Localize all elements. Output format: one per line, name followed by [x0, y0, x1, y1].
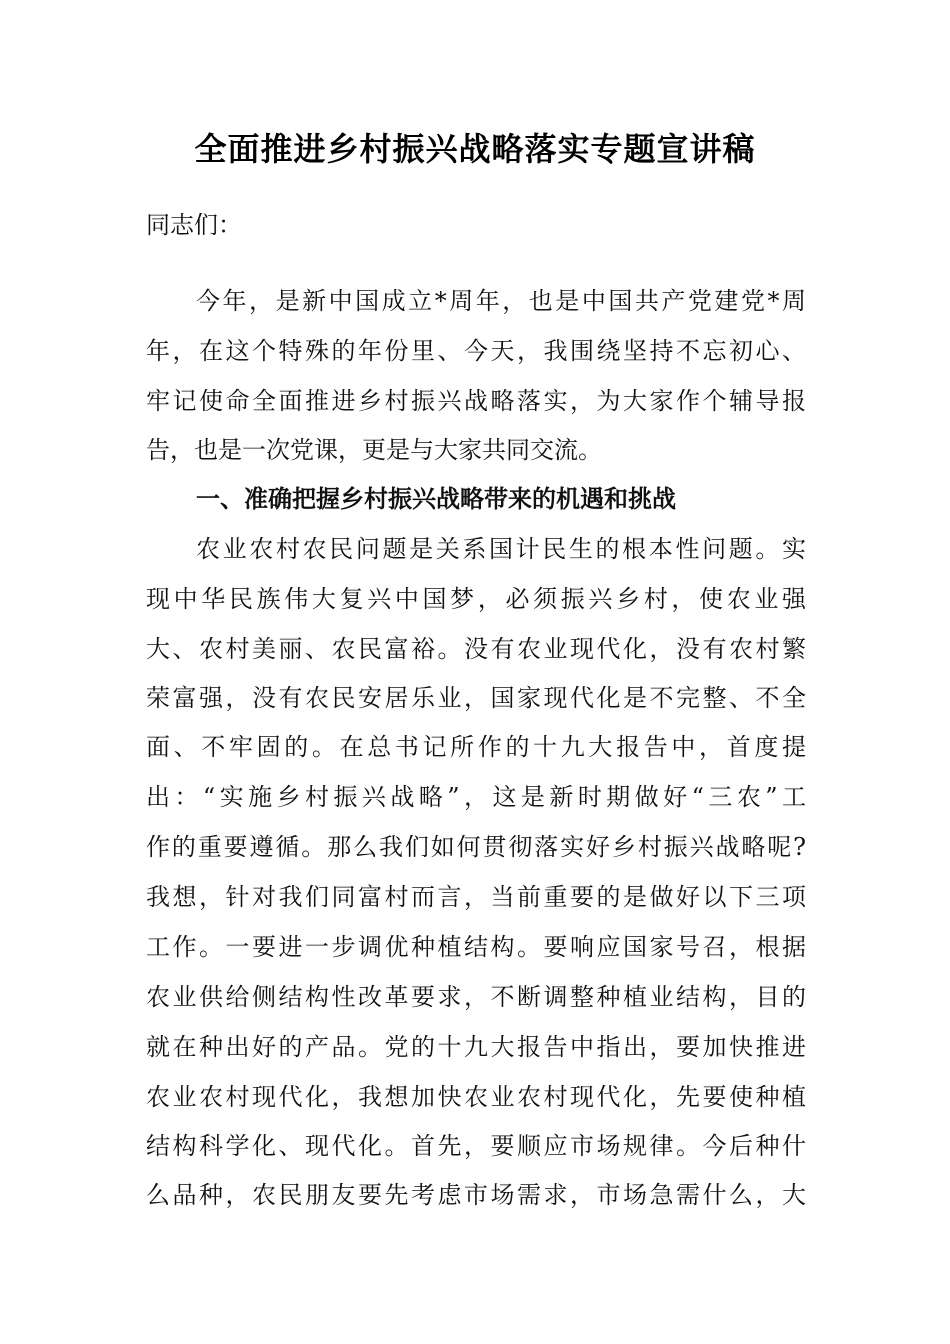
paragraph-line: 农业农村现代化，我想加快农业农村现代化，先要使种植: [146, 1083, 806, 1111]
document-title: 全面推进乡村振兴战略落实专题宣讲稿: [194, 130, 756, 168]
paragraph-line: 结构科学化、现代化。首先，要顺应市场规律。今后种什: [146, 1132, 806, 1160]
salutation: 同志们：: [146, 211, 242, 239]
paragraph-line: 面、不牢固的。在总书记所作的十九大报告中，首度提: [146, 733, 806, 761]
paragraph-line: 大、农村美丽、农民富裕。没有农业现代化，没有农村繁: [146, 635, 806, 663]
section-heading: 一、准确把握乡村振兴战略带来的机遇和挑战: [196, 485, 676, 513]
paragraph-line: 农业农村农民问题是关系国计民生的根本性问题。实: [196, 535, 806, 563]
paragraph-line: 牢记使命全面推进乡村振兴战略落实，为大家作个辅导报: [146, 387, 806, 415]
paragraph-line: 作的重要遵循。那么我们如何贯彻落实好乡村振兴战略呢?: [146, 833, 806, 861]
paragraph-line: 出：“实施乡村振兴战略”，这是新时期做好“三农”工: [146, 783, 806, 811]
paragraph-line: 我想，针对我们同富村而言，当前重要的是做好以下三项: [146, 883, 806, 911]
paragraph-line: 农业供给侧结构性改革要求，不断调整种植业结构，目的: [146, 983, 806, 1011]
paragraph-line: 年，在这个特殊的年份里、今天，我围绕坚持不忘初心、: [146, 337, 806, 365]
paragraph-line: 么品种，农民朋友要先考虑市场需求，市场急需什么，大: [146, 1181, 806, 1209]
paragraph-line: 告，也是一次党课，更是与大家共同交流。: [146, 436, 602, 464]
paragraph-line: 今年，是新中国成立*周年，也是中国共产党建党*周: [196, 287, 806, 315]
paragraph-line: 工作。一要进一步调优种植结构。要响应国家号召，根据: [146, 933, 806, 961]
paragraph-line: 荣富强，没有农民安居乐业，国家现代化是不完整、不全: [146, 684, 806, 712]
paragraph-line: 就在种出好的产品。党的十九大报告中指出，要加快推进: [146, 1033, 806, 1061]
paragraph-line: 现中华民族伟大复兴中国梦，必须振兴乡村，使农业强: [146, 585, 806, 613]
